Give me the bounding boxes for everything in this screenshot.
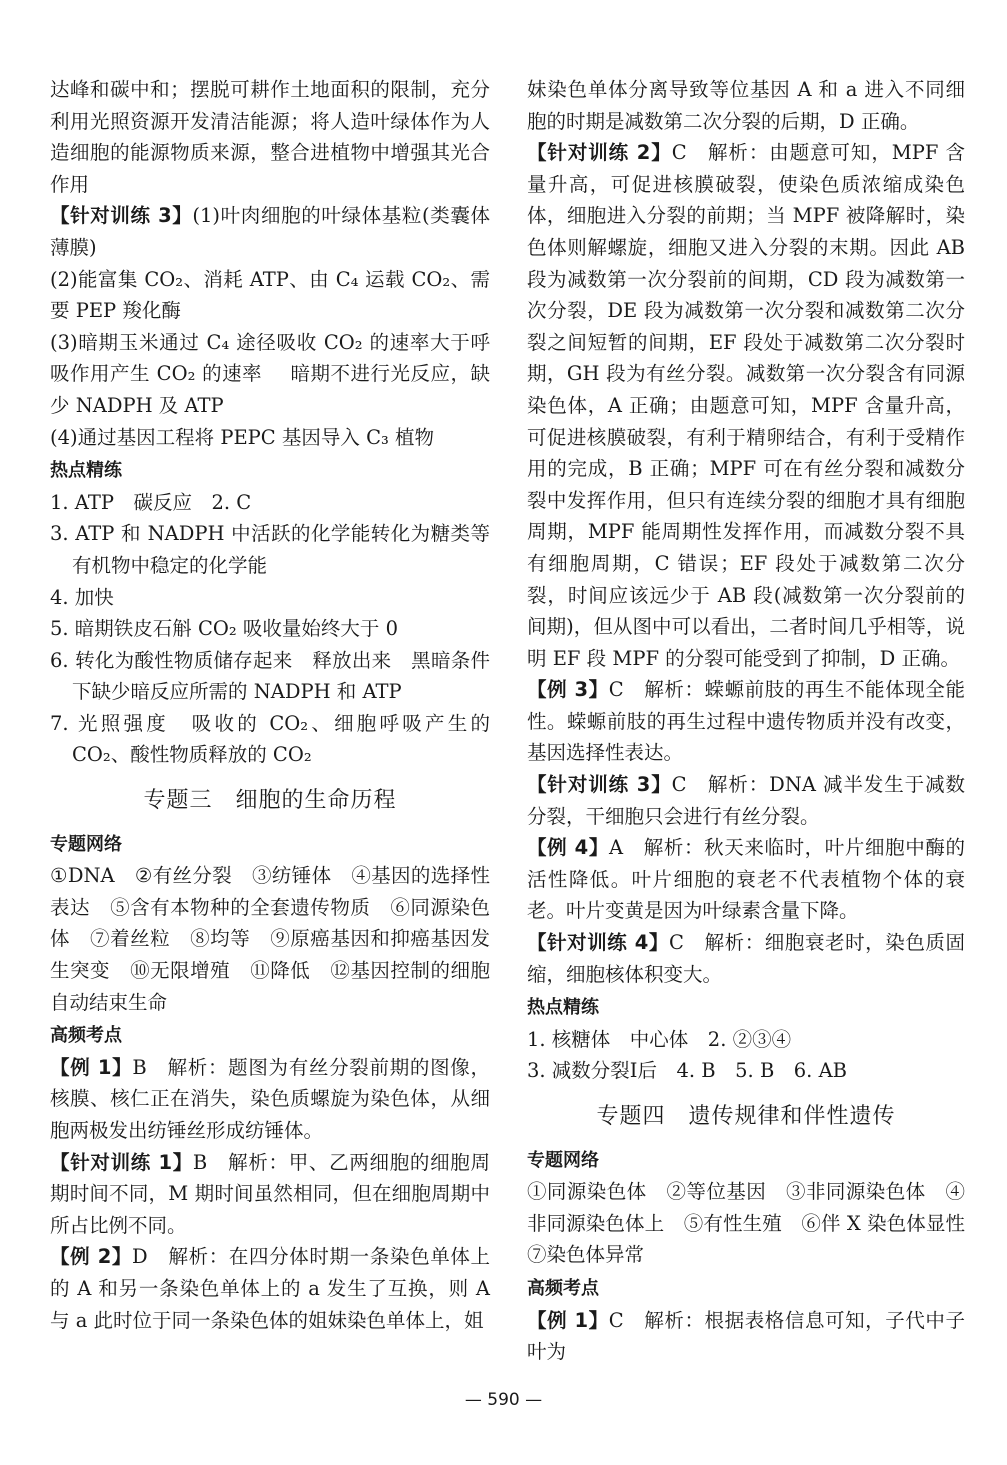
hot-answer-3: 3. 减数分裂Ⅰ后 4. B 5. B 6. AB	[527, 1059, 847, 1083]
topic-network-heading: 专题网络	[50, 833, 122, 855]
example-1: 【例 1】B 解析：题图为有丝分裂前期的图像，核膜、核仁正在消失，染色质螺旋为染色体，从细胞两极发出纺锤丝形成纺锤体。	[50, 1055, 490, 1142]
hot-answer-1: 1. ATP 碳反应 2. C	[50, 490, 252, 514]
paragraph-continued: 妹染色单体分离导致等位基因 A 和 a 进入不同细胞的时期是减数第二次分裂的后期，D 正确。	[527, 78, 965, 133]
paragraph-continued: 达峰和碳中和；摆脱可耕作土地面积的限制，充分利用光照资源开发清洁能源；将人造叶绿体作为人造细胞的能源物质来源，整合进植物中增强其光合作用	[50, 78, 490, 196]
hot-practice-heading: 热点精练	[50, 460, 122, 482]
hot-answer-1: 1. 核糖体 中心体 2. ②③④	[527, 1027, 792, 1051]
hot-answer-6: 6. 转化为酸性物质储存起来 释放出来 黑暗条件下缺少暗反应所需的 NADPH 和 ATP	[50, 648, 490, 704]
topic-network-text: ①同源染色体 ②等位基因 ③非同源染色体 ④非同源染色体上 ⑤有性生殖 ⑥伴 X 染色体显性 ⑦染色体异常	[527, 1180, 985, 1267]
training-1: 【针对训练 1】B 解析：甲、乙两细胞的细胞周期时间不同，M 期时间虽然相同，但在细胞周期中所占比例不同。	[50, 1150, 490, 1237]
example-2: 【例 2】D 解析：在四分体时期一条染色单体上的 A 和另一条染色单体上的 a 发生了互换，则 A 与 a 此时位于同一条染色体的姐妹染色单体上，姐	[50, 1245, 490, 1332]
example-2-label: 【例 2】	[50, 1245, 133, 1269]
hot-answer-5: 5. 暗期铁皮石斛 CO₂ 吸收量始终大于 0	[50, 617, 399, 641]
training-3-part-3: (3)暗期玉米通过 C₄ 途径吸收 CO₂ 的速率大于呼吸作用产生 CO₂ 的速率 暗期不进行光反应，缺少 NADPH 及 ATP	[50, 330, 490, 417]
topic-network-text: ①DNA ②有丝分裂 ③纺锤体 ④基因的选择性表达 ⑤含有本物种的全套遗传物质 ⑥同源染色体 ⑦着丝粒 ⑧均等 ⑨原癌基因和抑癌基因发生突变 ⑩无限增殖 ⑪降低 ⑫基因控制的细胞自动结束生命	[50, 864, 490, 1014]
training-3: 【针对训练 3】C 解析：DNA 减半发生于减数分裂，干细胞只会进行有丝分裂。	[527, 773, 965, 828]
example-1: 【例 1】C 解析：根据表格信息可知，子代中子叶为	[527, 1308, 965, 1364]
training-4-label: 【针对训练 4】	[527, 931, 669, 955]
example-4-label: 【例 4】	[527, 836, 609, 860]
training-4: 【针对训练 4】C 解析：细胞衰老时，染色质固缩，细胞核体积变大。	[527, 931, 965, 986]
hot-answer-4: 4. 加快	[50, 585, 114, 609]
example-1-label: 【例 1】	[527, 1308, 609, 1332]
high-frequency-heading: 高频考点	[50, 1025, 122, 1047]
hot-answer-7: 7. 光照强度 吸收的 CO₂、细胞呼吸产生的 CO₂、酸性物质释放的 CO₂	[50, 711, 490, 767]
training-2: 【针对训练 2】C 解析：由题意可知，MPF 含量升高，可促进核膜破裂，使染色质浓缩成染色体，细胞进入分裂的前期；当 MPF 被降解时，染色体则解螺旋，细胞又进入分裂的末期。因此 AB 段为减数第一次分裂前的间期，CD 段为减数第一次分裂，DE 段为减数第一次分裂和减数第二次分裂之间短暂的间期，EF 段处于减数第二次分裂时期，GH 段为有丝分裂。减数第一次分裂含有同源染色体，A 正确；由题意可知，MPF 含量升高，可促进核膜破裂，有利于精卵结合，有利于受精作用的完成，B 正确；MPF 可在有丝分裂和减数分裂中发挥作用，但只有连续分裂的细胞才具有细胞周期，MPF 能周期性发挥作用，而减数分裂不具有细胞周期，C 错误；EF 段处于减数第二次分裂，时间应该远少于 AB 段(减数第一次分裂前的间期)，但从图中可以看出，二者时间几乎相等，说明 EF 段 MPF 的分裂可能受到了抑制，D 正确。	[527, 141, 965, 670]
topic-network-heading: 专题网络	[527, 1149, 599, 1171]
training-3-label: 【针对训练 3】	[50, 204, 193, 228]
hot-answer-3: 3. ATP 和 NADPH 中活跃的化学能转化为糖类等有机物中稳定的化学能	[50, 522, 490, 577]
right-column	[527, 74, 985, 1368]
hot-practice-heading: 热点精练	[527, 997, 599, 1019]
example-3-label: 【例 3】	[527, 678, 609, 702]
example-3: 【例 3】C 解析：蝾螈前肢的再生不能体现全能性。蝾螈前肢的再生过程中遗传物质并没有改变，基因选择性表达。	[527, 678, 965, 765]
training-3-part-2: (2)能富集 CO₂、消耗 ATP、由 C₄ 运载 CO₂、需要 PEP 羧化酶	[50, 267, 490, 323]
page-number: — 590 —	[464, 1390, 543, 1410]
left-column	[50, 74, 490, 1336]
topic-3-title: 专题三 细胞的生命历程	[143, 788, 397, 814]
training-1-label: 【针对训练 1】	[50, 1150, 193, 1174]
example-1-label: 【例 1】	[50, 1055, 133, 1079]
training-3-part-1: 【针对训练 3】(1)叶肉细胞的叶绿体基粒(类囊体薄膜)	[50, 204, 491, 259]
high-frequency-heading: 高频考点	[527, 1277, 599, 1299]
training-3-part-4: (4)通过基因工程将 PEPC 基因导入 C₃ 植物	[50, 425, 435, 449]
training-3-label: 【针对训练 3】	[527, 773, 672, 797]
example-4: 【例 4】A 解析：秋天来临时，叶片细胞中酶的活性降低。叶片细胞的衰老不代表植物个体的衰老。叶片变黄是因为叶绿素含量下降。	[527, 836, 965, 923]
training-2-label: 【针对训练 2】	[527, 141, 672, 165]
topic-4-title: 专题四 遗传规律和伴性遗传	[596, 1104, 896, 1129]
